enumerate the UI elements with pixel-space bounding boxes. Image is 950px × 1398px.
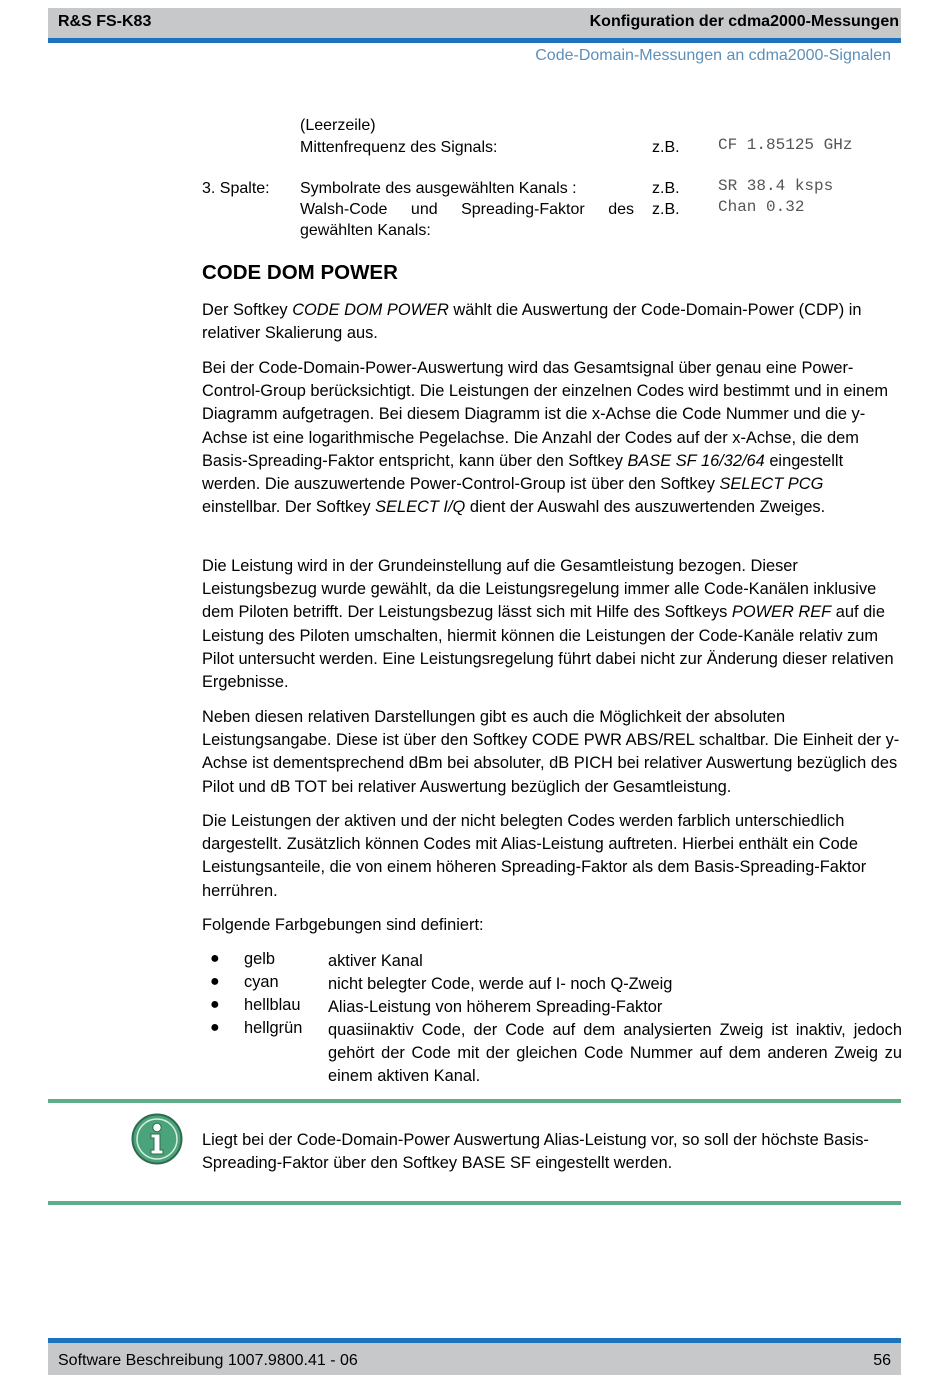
color-name: gelb <box>244 950 275 968</box>
header-chapter: Konfiguration der cdma2000-Messungen <box>589 13 899 30</box>
color-desc: aktiver Kanal <box>328 952 423 970</box>
page-header <box>48 8 901 38</box>
note-divider-top <box>48 1099 901 1103</box>
symbolrate-label: Symbolrate des ausgewählten Kanals : <box>300 180 577 197</box>
color-name: hellblau <box>244 996 301 1014</box>
leerzeile-text: (Leerzeile) <box>300 117 376 134</box>
info-icon <box>131 1113 183 1165</box>
page-footer <box>48 1343 901 1375</box>
walsh-label-cont: gewählten Kanals: <box>300 222 431 239</box>
bullet: ● <box>210 996 220 1013</box>
section-title: CODE DOM POWER <box>202 261 398 284</box>
color-name: cyan <box>244 973 279 991</box>
bullet: ● <box>210 1019 220 1036</box>
mittenfrequenz-value: CF 1.85125 GHz <box>718 136 853 154</box>
footer-document: Software Beschreibung 1007.9800.41 - 06 <box>58 1352 358 1369</box>
color-desc: nicht belegter Code, werde auf I- noch Q-Zweig <box>328 975 673 993</box>
softkey-name: SELECT PCG <box>719 475 824 494</box>
softkey-name: CODE DOM POWER <box>292 301 449 319</box>
color-desc: quasiinaktiv Code, der Code auf dem analysierten Zweig ist inaktiv, jedoch gehört der Code mit der gleichen Code Nummer auf dem anderen Zweig zu einem aktiven Kanal. <box>328 1021 902 1086</box>
paragraph-1: Der Softkey CODE DOM POWER wählt die Auswertung der Code-Domain-Power (CDP) in relativer Skalierung aus. <box>202 301 862 343</box>
symbolrate-value: SR 38.4 ksps <box>718 177 834 195</box>
spalte3-label: 3. Spalte: <box>202 180 270 197</box>
mittenfrequenz-label: Mittenfrequenz des Signals: <box>300 139 498 156</box>
walsh-value: Chan 0.32 <box>718 198 805 216</box>
zb-label: z.B. <box>652 139 680 156</box>
note-divider-bottom <box>48 1201 901 1205</box>
zb-label: z.B. <box>652 180 680 197</box>
paragraph-4: Neben diesen relativen Darstellungen gibt es auch die Möglichkeit der absoluten Leistungsangabe. Diese ist über den Softkey CODE PWR ABS/REL schaltbar. Die Einheit der y-Achse ist dementsprechend dBm bei absoluter, dB PICH bei relativer Auswertung bezüglich des Pilot und dB TOT bei relativer Auswertung bezüglich der Gesamtleistung. <box>202 708 900 796</box>
color-desc: Alias-Leistung von höherem Spreading-Faktor <box>328 998 663 1016</box>
paragraph-2: Bei der Code-Domain-Power-Auswertung wird das Gesamtsignal über genau eine Power-Control-Group berücksichtigt. Die Leistungen der einzelnen Codes wird bestimmt und in einem Diagramm aufgetragen. Bei diesem Diagramm ist die x-Achse die Code Nummer und die y-Achse ist eine logarithmische Pegelachse. Die Anzahl der Codes auf der x-Achse, die dem Basis-Spreading-Faktor entspricht, kann über den Softkey BASE SF 16/32/64 eingestellt werden. Die auszuwertende Power-Control-Group ist über den Softkey SELECT PCG einstellbar. Der Softkey SELECT I/Q dient der Auswahl des auszuwertenden Zweiges. <box>202 359 889 517</box>
paragraph-6: Folgende Farbgebungen sind definiert: <box>202 916 484 934</box>
softkey-name: POWER REF <box>731 603 832 622</box>
color-name: hellgrün <box>244 1019 303 1037</box>
paragraph-5: Die Leistungen der aktiven und der nicht belegten Codes werden farblich unterschiedlich dargestellt. Zusätzlich können Codes mit Alias-Leistung auftreten. Hierbei enthält ein Code Leistungsanteile, die von einem höheren Spreading-Faktor als dem Basis-Spreading-Faktor herrühren. <box>202 812 867 900</box>
header-product: R&S FS-K83 <box>58 13 152 30</box>
softkey-name: SELECT I/Q <box>375 498 466 517</box>
bullet: ● <box>210 950 220 967</box>
zb-label: z.B. <box>652 201 680 218</box>
header-section: Code-Domain-Messungen an cdma2000-Signalen <box>535 47 891 64</box>
bullet: ● <box>210 973 220 990</box>
softkey-name: BASE SF 16/32/64 <box>627 451 765 470</box>
page-number: 56 <box>873 1352 891 1369</box>
walsh-label: Walsh-Code und Spreading-Faktor des <box>300 201 634 218</box>
header-divider <box>48 38 901 43</box>
note-text: Liegt bei der Code-Domain-Power Auswertung Alias-Leistung vor, so soll der höchste Basis-Spreading-Faktor über den Softkey BASE SF eingestellt werden. <box>202 1131 869 1173</box>
paragraph-3: Die Leistung wird in der Grundeinstellung auf die Gesamtleistung bezogen. Dieser Leistungsbezug wurde gewählt, da die Leistungsregelung immer alle Code-Kanälen inklusive dem Piloten betrifft. Der Leistungsbezug lässt sich mit Hilfe des Softkeys POWER REF auf die Leistung des Piloten umschalten, hiermit können die Leistungen der Code-Kanäle relativ zum Pilot untersucht werden. Eine Leistungsregelung führt dabei nicht zur Änderung dieser relativen Ergebnisse. <box>202 557 894 692</box>
